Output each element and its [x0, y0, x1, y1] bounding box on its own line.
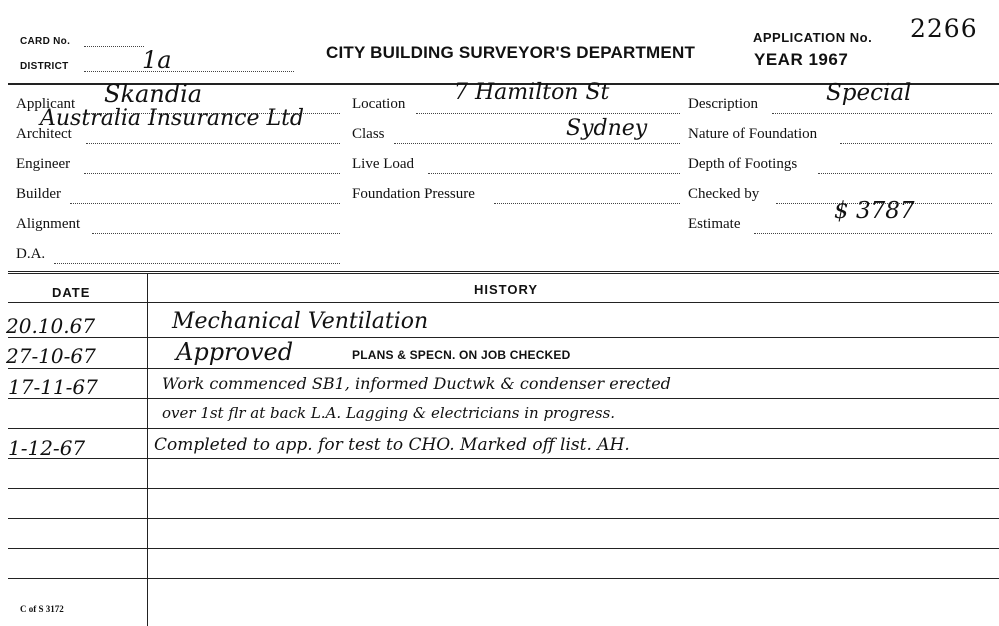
estimate-label: Estimate [688, 216, 741, 232]
class-line [394, 143, 680, 144]
history-entry: Mechanical Ventilation [172, 309, 429, 334]
foundation-pressure-label: Foundation Pressure [352, 186, 475, 202]
foundation-pressure-line [494, 203, 680, 204]
builder-line [70, 203, 340, 204]
architect-line [86, 143, 340, 144]
applicant-value: Skandia [104, 80, 203, 108]
department-title: CITY BUILDING SURVEYOR'S DEPARTMENT [326, 43, 696, 62]
ruled-line [8, 548, 999, 549]
live-load-label: Live Load [352, 156, 415, 172]
form-code: C of S 3172 [20, 604, 64, 614]
application-no-label: APPLICATION No. [753, 30, 873, 45]
card-no-line [84, 46, 144, 47]
estimate-value: $ 3787 [834, 198, 915, 224]
ruled-line [8, 337, 999, 338]
architect-value: Australia Insurance Ltd [40, 106, 304, 131]
da-line [54, 263, 340, 264]
ruled-line [8, 578, 999, 579]
depth-of-footings-line [818, 173, 992, 174]
description-label: Description [688, 96, 758, 112]
application-no: 2266 [910, 14, 978, 43]
history-entry: Work commenced SB1, informed Ductwk & condenser erected [162, 374, 671, 393]
estimate-line [754, 233, 992, 234]
date-header: DATE [52, 285, 91, 300]
history-date: 1-12-67 [8, 436, 86, 460]
date-column-divider [147, 273, 148, 626]
history-date: 20.10.67 [6, 314, 96, 338]
ruled-line [8, 368, 999, 369]
architect-label: Architect [16, 126, 72, 142]
engineer-line [84, 173, 340, 174]
district-line [84, 71, 294, 72]
description-value: Special [826, 80, 912, 106]
nature-of-foundation-label: Nature of Foundation [688, 126, 818, 142]
plans-checked-stamp: PLANS & SPECN. ON JOB CHECKED [352, 348, 571, 362]
history-entry: Completed to app. for test to CHO. Marked off list. AH. [154, 435, 630, 455]
table-header-line [8, 302, 999, 303]
description-line [772, 113, 992, 114]
card-no-label: CARD No. [20, 36, 71, 47]
district-value: 1a [142, 46, 172, 74]
alignment-label: Alignment [16, 216, 81, 232]
depth-of-footings-label: Depth of Footings [688, 156, 798, 172]
applicant-label: Applicant [16, 96, 76, 112]
da-label: D.A. [16, 246, 46, 262]
builder-label: Builder [16, 186, 61, 202]
ruled-line [8, 428, 999, 429]
fields-divider [8, 271, 999, 274]
ruled-line [8, 398, 999, 399]
year-label: YEAR 1967 [754, 50, 849, 69]
ruled-line [8, 488, 999, 489]
location-value: 7 Hamilton St [454, 80, 610, 105]
ruled-line [8, 518, 999, 519]
class-label: Class [352, 126, 385, 142]
checked-by-label: Checked by [688, 186, 760, 202]
alignment-line [92, 233, 340, 234]
history-date: 27-10-67 [6, 344, 96, 368]
ruled-line [8, 458, 999, 459]
district-label: DISTRICT [20, 61, 69, 72]
engineer-label: Engineer [16, 156, 71, 172]
location-line [416, 113, 680, 114]
history-entry: Approved [176, 338, 294, 366]
nature-of-foundation-line [840, 143, 992, 144]
history-header: HISTORY [474, 282, 539, 297]
live-load-line [428, 173, 680, 174]
history-entry: over 1st flr at back L.A. Lagging & electricians in progress. [162, 404, 616, 422]
location-value-2: Sydney [566, 116, 648, 141]
history-date: 17-11-67 [8, 375, 98, 399]
location-label: Location [352, 96, 406, 112]
